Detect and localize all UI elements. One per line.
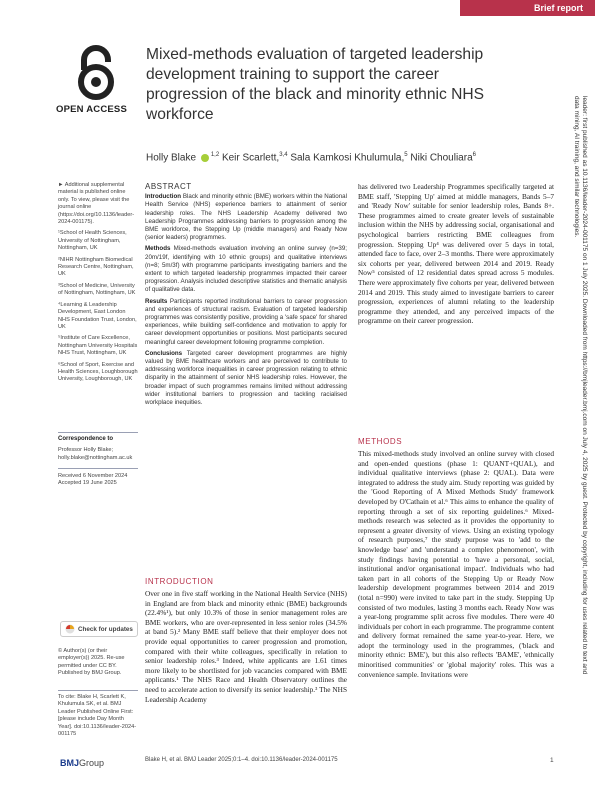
accepted-date: Accepted 19 June 2025	[58, 480, 117, 487]
author-name[interactable]: Holly Blake	[146, 152, 197, 164]
copyright-text: © Author(s) (or their employer(s)) 2025. Re-use permitted under CC BY. Published by BMJ Group.	[58, 648, 125, 677]
author-affiliation: 6	[472, 152, 476, 158]
bmj-group-logo	[60, 758, 104, 768]
dates-block	[58, 473, 138, 492]
cite-block	[58, 694, 138, 742]
introduction-section	[145, 573, 347, 704]
author-affiliation: 5	[404, 152, 408, 158]
open-access-lock-icon	[66, 42, 126, 102]
author-name[interactable]: Sala Kamkosi Khulumula,	[290, 152, 405, 164]
author-list	[146, 152, 476, 163]
check-updates-icon	[65, 624, 75, 634]
author-name[interactable]: Keir Scarlett,	[221, 152, 280, 164]
cite-text: To cite: Blake H, Scarlett K, Khulumula SK, et al. BMJ Leader Published Online First: [please include Day Month Year]. doi:10.1136/leader-2024-001175	[58, 694, 137, 738]
article-type-banner: Brief report	[460, 0, 595, 16]
abstract-results-label: Results	[145, 297, 168, 305]
affiliation: ¹School of Health Sciences, University of Nottingham, Nottingham, UK	[58, 230, 127, 252]
introduction-text: Over one in five staff working in the National Health Service (NHS) in England are from black and minority ethnic (BME) backgrounds (22.4%¹), but only 10.3% of those in senior management roles are BME workers, who are over-represented in less senior roles (34.5% at band 5).² Many BME staff believe that their employer does not provide equal opportunities to career progression and promotion, compared with their white colleagues, specifically in relation to senior leadership roles.³ Indeed, white applicants are 1.61 times more likely to be shortlisted for job vacancies compared with BME applicants.¹ The NHS Race and Health Observatory outlines the need to accelerate action to diversify its senior leadership.³ The NHS Leadership Academy	[145, 589, 347, 704]
abstract-intro-label: Introduction	[145, 193, 182, 201]
affiliation: ³School of Medicine, University of Nottingham, Nottingham, UK	[58, 282, 136, 297]
abstract	[145, 183, 347, 410]
abstract-intro-text: Black and minority ethnic (BME) workers within the National Health Service (NHS) experience barriers to attainment of senior leadership roles. The NHS Leadership Academy delivered two Leadership Programmes addressing barriers to progression among the BME workforce, the Stepping Up (middle managers) and Ready Now (senior leaders) programmes.	[145, 193, 347, 242]
page-number: 1	[550, 757, 554, 764]
correspondence-text[interactable]: Professor Holly Blake; holly.blake@nottingham.ac.uk	[58, 447, 133, 461]
bmj-logo-text: BMJ	[60, 758, 80, 768]
correspondence-block	[58, 436, 138, 466]
author-name[interactable]: Niki Chouliara	[410, 152, 473, 164]
copyright-block	[58, 648, 138, 682]
correspondence-heading: Correspondence to	[58, 436, 114, 442]
author-affiliation: 1,2	[210, 152, 220, 158]
check-updates-label: Check for updates	[78, 625, 133, 633]
author-affiliation: 3,4	[279, 152, 288, 158]
abstract-conclusions-text: Targeted career development programmes are highly valued by BME healthcare workers and are perceived to contribute to addressing workforce inequalities in career progression relating to ethnic disparity in the attainment of senior NHS leadership roles. However, the broader impact of such programmes remains limited without addressing wider institutional barriers to progression and tackling racialised workplace inequities.	[145, 349, 348, 407]
abstract-methods-label: Methods	[145, 245, 171, 253]
methods-heading: METHODS	[358, 437, 403, 446]
abstract-methods-text: Mixed-methods evaluation involving an online survey (n=39; 20m/19f, identifying with 10 ethnic groups) and qualitative interviews (n=8; 5m/3f) with programme participants investigating barriers and the extent to which targeted leadership programmes impacted their career progression. Analysis included descriptive statistics and thematic analysis of qualitative data.	[145, 245, 347, 294]
methods-text: This mixed-methods study involved an online survey with closed and open-ended questions (phase 1: QUANT+QUAL), and individual qualitative interviews (phase 2: QUAL). Data were integrated to address the study aim. Study reporting was guided by the 'Good Reporting of A Mixed Methods Study' framework developed by O'Cathain et al.⁶ This aims to enhance the quality of reporting through a set of six reporting guidelines.⁶ Mixed-methods research was selected as it provides the opportunity to represent a greater diversity of views. Using an existing typology of research purposes,⁷ the study purpose was to 'add to the knowledge base' and 'understand a complex phenomenon', with study findings having potential to 'have a personal, social, institutional and/or organisational impact'. Individuals who had taken part in all cohorts of the Stepping Up or Ready Now leadership development programmes between 2014 and 2019 (total n=990) were invited to take part in the study. Stepping Up consisted of two modules, lasting 3 months each. Ready Now was a year-long programme split across five modules. There were 40 individuals per cohort in each programme. The programme content and delivery format remained the same year-to-year. Here, we adopt the terminology used in the programmes, ('black and minority ethnic: BME'), but this also reflects 'BAME', 'ethnically minoritised communities' or 'global majority' roles. This was a convenience sample. Invitations were	[358, 449, 554, 679]
abstract-heading: ABSTRACT	[145, 182, 192, 191]
sidebar-divider	[58, 432, 138, 433]
check-updates-button[interactable]	[60, 621, 138, 637]
sidebar-divider	[58, 468, 138, 469]
abstract-results-text: Participants reported institutional barriers to career progression and experiences of structural racism. Evaluation of targeted leadership programmes was consistently positive, providing a 'safe space' for shared experiences, while building self-confidence and motivation to apply for career development opportunities or positions. Most participants secured meaningful career development following programme completion.	[145, 297, 347, 346]
methods-section	[358, 433, 554, 679]
introduction-heading: INTRODUCTION	[145, 577, 214, 586]
affiliation: ²NIHR Nottingham Biomedical Research Centre, Nottingham, UK	[58, 256, 134, 278]
sidebar-divider	[58, 690, 138, 691]
affiliation: ⁶School of Sport, Exercise and Health Sciences, Loughborough University, Loughborough, UK	[58, 361, 138, 383]
sidebar	[58, 182, 138, 388]
right-column-text: has delivered two Leadership Programmes specifically targeted at BME staff, 'Stepping Up' aimed at middle managers, Bands 5–7 and 'Ready Now' suitable for senior leadership roles, Bands 8+. These programmes aimed to create greater levels of sustainable inclusion within the NHS by addressing social, organisational and psychological barriers restricting BME colleagues from progression. Stepping Up⁴ was delivered over 5 days in total, attended face to face, over 2–3 months. There were approximately six cohorts per year, delivered between 2014 and 2019. Ready Now⁵ consisted of 12 residential dates spread across 5 modules. There were approximately five cohorts per year, delivered between 2014 and 2019. This study aimed to investigate barriers to career progression, experiences of alumni relating to the leadership programme they attended, and any perceived impacts of the programme on their career progression.	[358, 182, 554, 326]
orcid-icon[interactable]	[201, 154, 209, 162]
received-date: Received 6 November 2024	[58, 473, 128, 479]
abstract-conclusions-label: Conclusions	[145, 349, 183, 357]
page-footer: Blake H, et al. BMJ Leader 2025;0:1–4. doi:10.1136/leader-2024-001175	[145, 757, 338, 763]
vertical-note-text[interactable]: leader: first published as 10.1136/leader-2024-001175 on 1 July 2025. Downloaded from https://bmjleader.bmj.com on July 4, 2025 by guest. Protected by copyright, including for uses related to text and data mining, AI training, and similar technologies.	[573, 96, 588, 675]
vertical-download-note	[566, 96, 594, 686]
affiliation: ⁵Institute of Care Excellence, Nottingham University Hospitals NHS Trust, Nottingham, UK	[58, 335, 138, 357]
open-access-label: OPEN ACCESS	[56, 104, 128, 115]
article-title: Mixed-methods evaluation of targeted leadership development training to support the career progression of the black and minority ethnic NHS workforce	[146, 46, 485, 123]
affiliation: ⁴Learning & Leadership Development, East London NHS Foundation Trust, London, UK	[58, 301, 137, 330]
bmj-group-text: Group	[79, 758, 105, 768]
supplementary-note: ► Additional supplemental material is published online only. To view, please visit the journal online (https://doi.org/10.1136/leader-2024-001175).	[58, 182, 135, 226]
